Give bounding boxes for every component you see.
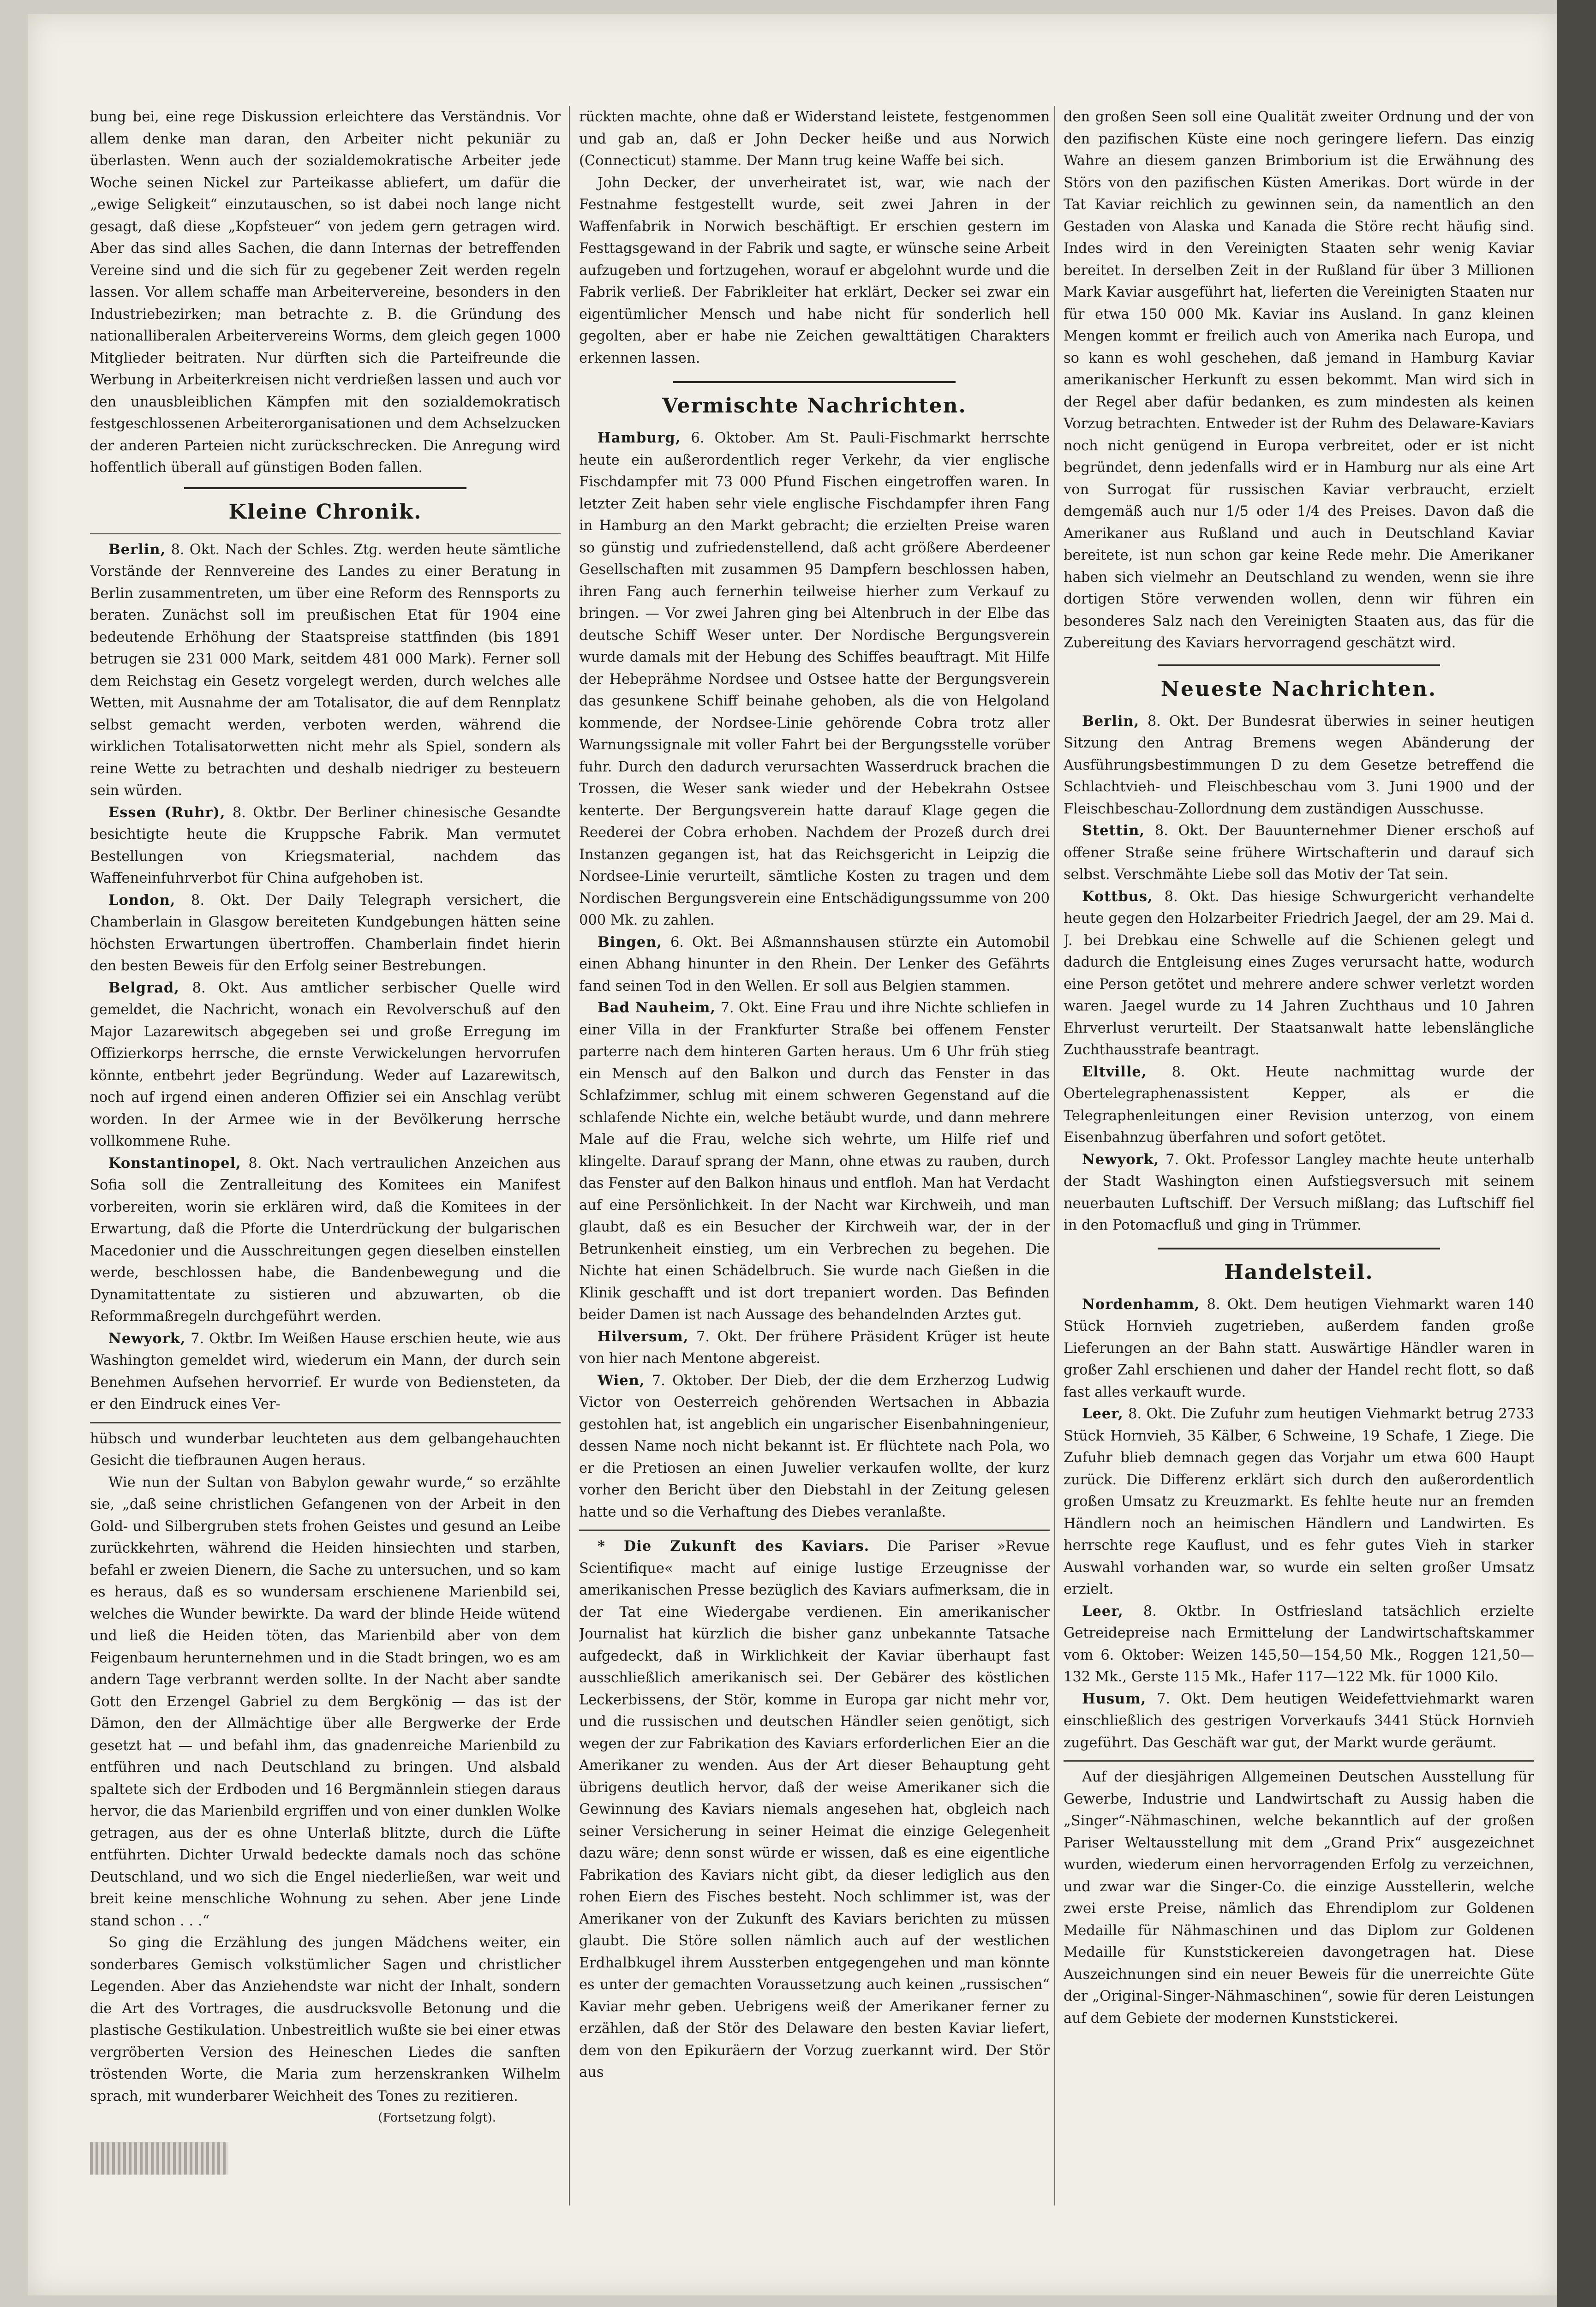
news-item — [579, 1370, 1050, 1524]
dateline: Bad Nauheim, — [598, 999, 716, 1016]
news-item — [1064, 711, 1534, 820]
dateline: Eltville, — [1082, 1063, 1147, 1080]
feuilleton-divider — [90, 1422, 561, 1423]
section-heading-kleine-chronik: Kleine Chronik. — [228, 500, 422, 524]
news-text: 8. Okt. Nach der Schles. Ztg. werden heute sämtliche Vorstände der Rennvereine des Landes zu einer Beratung in Berlin zusammentreten, um über eine Reform des Rennsports zu beraten. Zunächst soll im preußischen Etat für 1904 eine bedeutende Erhöhung der Staatspreise stattfinden (bis 1891 betrugen sie 231 000 Mark, seitdem 481 000 Mark). Ferner soll dem Reichstag ein Gesetz vorgelegt werden, durch welches alle Wetten, mit Ausnahme der am Totalisator, die auf dem Rennplatz selbst gemacht werden, verboten werden, während die wirklichen Totalisatorwetten nicht mehr als Spiel, sondern als reine Wette zu betrachten und deshalb niedriger zu besteuern sein würden. — [90, 541, 561, 799]
dateline: Wien, — [598, 1372, 645, 1389]
news-item — [90, 1328, 561, 1416]
dateline: Berlin, — [108, 541, 166, 558]
article-text: den großen Seen soll eine Qualität zweiter Ordnung und der von den pazifischen Küste eine noch geringere liefern. Das einzig Wahre an diesem ganzen Brimborium ist die Erwähnung des Störs von den pazifischen Küsten Amerikas. Dort würde in der Tat Kaviar reichlich zu gewinnen sein, da namentlich an den Gestaden von Alaska und Kanada die Störe recht häufig sind. Indes wird in den Vereinigten Staaten sehr wenig Kaviar bereitet. In derselben Zeit in der Rußland für über 3 Millionen Mark Kaviar ausgeführt hat, lieferten die Vereinigten Staaten nur für etwa 150 000 Mk. Kaviar ins Ausland. In ganz kleinen Mengen kommt er freilich auch von Amerika nach Europa, und so kann es wohl geschehen, daß jemand in Hamburg Kaviar amerikanischer Herkunft zu essen bekommt. Man wird sich in der Regel aber dafür bedanken, es zum mindesten als keinen Vorzug betrachten. Entweder ist der Ruhm des Delaware-Kaviars noch nicht genügend in Europa verbreitet, oder er ist nicht begründet, denn jedenfalls wird er in Hamburg nur als eine Art von Surrogat für russischen Kaviar verbraucht, erzielt demgemäß auch nur 1/5 oder 1/4 des Preises. Davon daß die Amerikaner aus Rußland und auch in Deutschland Kaviar bereitete, ist nun schon gar keine Rede mehr. Die Amerikaner haben sich vielmehr an Deutschland zu wenden, wenn sie ihre dortigen Störe verwenden wollen, denn wir führen ein besonderes Salz nach den Vereinigten Staaten aus, das für die Zubereitung des Kaviars hervorragend geschätzt wird. — [1064, 109, 1534, 651]
news-text: 7. Okt. Der frühere Präsident Krüger ist heute von hier nach Mentone abgereist. — [579, 1328, 1050, 1367]
article-text: rückten machte, ohne daß er Widerstand leistete, festgenommen und gab an, daß er John Decker heiße und aus Norwich (Connecticut) stamme. Der Mann trug keine Waffe bei sich. — [579, 109, 1050, 169]
heading-rule — [673, 381, 956, 383]
dateline: Newyork, — [1082, 1151, 1160, 1168]
news-item — [1064, 1601, 1534, 1688]
news-item — [579, 427, 1050, 932]
dateline: Nordenhamm, — [1082, 1296, 1200, 1313]
dateline: Stettin, — [1082, 822, 1145, 839]
column-1 — [90, 106, 561, 2210]
news-text: Die Pariser »Revue Scientifique« macht auf einige lustige Erzeugnisse der amerikanischen Presse bezüglich des Kaviars aufmerksam, die in der Tat eine Wiedergabe verdienen. Ein amerikanischer Journalist hat kürzlich die bisher ganz unbekannte Tatsache aufgedeckt, daß in Wirklichkeit der Kaviar überhaupt fast ausschließlich amerikanisch sei. Der Gebärer des köstlichen Leckerbissens, der Stör, komme in Europa gar nicht mehr vor, und die russischen und deutschen Händler seien genötigt, sich wegen der zur Fabrikation des Kaviars erforderlichen Eier an die Amerikaner zu wenden. Aus der Art dieser Behauptung geht übrigens deutlich hervor, daß der weise Amerikaner sich die Gewinnung des Kaviars niemals angesehen hat, obgleich nach seiner Versicherung in seiner Heimat die einzige Gelegenheit dazu wäre; denn sonst würde er wissen, daß es eine eigentliche Fabrikation des Kaviars nicht gibt, da dieser lediglich aus den rohen Eiern des Fisches besteht. Noch schlimmer ist, was der Amerikaner von der Zukunft des Kaviars berichten zu müssen glaubt. Die Störe sollen nämlich auch auf der westlichen Erdhalbkugel ihrem Aussterben entgegengehen und man könnte es unter der gemachten Voraussetzung auch keinen „russischen“ Kaviar mehr geben. Uebrigens weiß der Amerikaner ferner zu erzählen, daß der Stör des Delaware den besten Kaviar liefert, dem von den Epikuräern der Vorzug zuerkannt wird. Der Stör aus — [579, 1538, 1050, 2080]
heading-rule — [1158, 1248, 1440, 1249]
dateline: Belgrad, — [108, 979, 179, 996]
column-2 — [579, 106, 1050, 2210]
news-item — [1064, 1403, 1534, 1601]
news-item — [1064, 886, 1534, 1061]
news-text: 8. Okt. Nach vertraulichen Anzeichen aus Sofia soll die Zentralleitung des Komitees ein Manifest vorbereiten, worin sie erklären wird, daß die Komitees in der Erwartung, daß die Pforte die Unterdrückung der bulgarischen Macedonier und die Ausschreitungen gegen dieselben einstellen werde, beschlossen habe, die Bandenbewegung und die Dynamitattentate zu sistieren und abzuwarten, ob die Reformmaßregeln durchgeführt werden. — [90, 1155, 561, 1325]
news-text: 7. Okt. Eine Frau und ihre Nichte schliefen in einer Villa in der Frankfurter Straße bei offenem Fenster parterre nach dem hinteren Garten heraus. Um 6 Uhr früh stieg ein Mensch auf den Balkon und durch das Fenster in das Schlafzimmer, schlug mit einem schweren Gegenstand auf die schlafende Nichte ein, welche betäubt wurde, und dann mehrere Male auf die Frau, welche sich wehrte, um Hilfe rief und klingelte. Darauf sprang der Mann, ohne etwas zu rauben, durch das Fenster auf den Balkon hinaus und entfloh. Man hat Verdacht auf eine Persönlichkeit. In der Nacht war Kirchweih, und man glaubt, daß es ein Besucher der Kirchweih war, der in der Betrunkenheit einstieg, um ein Verbrechen zu begehen. Die Nichte hat einen Schädelbruch. Sie wurde nach Gießen in die Klinik geschafft und ist dort trepaniert worden. Das Befinden beider Damen ist nach Aussage des behandelnden Arztes gut. — [579, 1000, 1050, 1323]
dateline: Leer, — [1082, 1602, 1124, 1620]
news-text: 6. Oktober. Am St. Pauli-Fischmarkt herrschte heute ein außerordentlich reger Verkehr, da vier englische Fischdampfer mit 73 000 Pfund Fischen eingetroffen waren. In letzter Zeit haben sehr viele englische Fischdampfer ihren Fang in Hamburg an den Markt gebracht; die erzielten Preise waren so günstig und zufriedenstellend, daß acht größere Aberdeener Gesellschaften mit zusammen 95 Dampfern beschlossen haben, ihren Fang auch fernerhin teilweise hierher zum Verkauf zu bringen. — Vor zwei Jahren ging bei Altenbruch in der Elbe das deutsche Schiff Weser unter. Der Nordische Bergungsverein wurde damals mit der Hebung des Schiffes beauftragt. Mit Hilfe der Hebeprähme Nordsee und Ostsee hatte der Bergungsverein das gesunkene Schiff beinahe gehoben, als die von Helgoland kommende, der Nordsee-Linie gehörende Cobra trotz aller Warnungssignale mit voller Fahrt bei der Bergungsstelle vorüber fuhr. Durch den dadurch verursachten Wasserdruck brachen die Trossen, die Weser sank wieder und der Hebekrahn Ostsee kenterte. Der Bergungsverein hatte darauf Klage gegen die Reederei der Cobra erhoben. Nachdem der Prozeß durch drei Instanzen gegangen ist, hat das Reichsgericht in Leipzig die Nordsee-Linie verurteilt, sämtliche Kosten zu tragen und dem Nordischen Bergungsverein eine Entschädigungssumme von 200 000 Mk. zu zahlen. — [579, 430, 1050, 928]
news-text: 8. Okt. Die Zufuhr zum heutigen Viehmarkt betrug 2733 Stück Hornvieh, 35 Kälber, 6 Schweine, 19 Schafe, 1 Ziege. Die Zufuhr blieb demnach gegen das Vorjahr um etwa 600 Haupt zurück. Die Differenz erklärt sich durch den außerordentlich großen Umsatz zu Kreuzmarkt. Es fehlte heute nur an fremden Händlern noch an heimischen Händlern und Landwirten. Es herrschte rege Kauflust, und es fehr gutes Vieh in starker Auswahl vorhanden war, so wurde ein selten großer Umsatz erzielt. — [1064, 1406, 1534, 1597]
news-text: 7. Okt. Professor Langley machte heute unterhalb der Stadt Washington einen Aufstiegsversuch mit seinem neuerbauten Luftschiff. Der Versuch mißlang; das Luftschiff fiel in den Potomacfluß und ging in Trümmer. — [1064, 1151, 1534, 1233]
article-title: * Die Zukunft des Kaviars. — [598, 1538, 870, 1554]
section-heading-neueste: Neueste Nachrichten. — [1160, 677, 1437, 701]
dateline: Husum, — [1082, 1690, 1147, 1707]
news-item — [1064, 1294, 1534, 1404]
dateline: Berlin, — [1082, 712, 1140, 729]
column-rule — [1054, 106, 1055, 2205]
news-text: 8. Oktbr. In Ostfriesland tatsächlich erzielte Getreidepreise nach Ermittelung der Landwirtschaftskammer vom 6. Oktober: Weizen 145,50—154,50 Mk., Roggen 121,50—132 Mk., Gerste 115 Mk., Hafer 117—122 Mk. für 1000 Kilo. — [1064, 1603, 1534, 1685]
page-edge — [1557, 0, 1596, 2307]
feuilleton-text: hübsch und wunderbar leuchteten aus dem gelbangehauchten Gesicht die tiefbraunen Augen heraus. — [90, 1430, 561, 1469]
news-text: 8. Okt. Das hiesige Schwurgericht verhandelte heute gegen den Holzarbeiter Friedrich Jaegel, der am 29. Mai d. J. bei Drebkau eine Schwelle auf die Schienen gelegt und dadurch die Entgleisung eines Zuges verursacht hatte, wodurch eine Person getötet und mehrere andere schwer verletzt worden waren. Jaegel wurde zu 14 Jahren Zuchthaus und 10 Jahren Ehrverlust verurteilt. Der Staatsanwalt hatte lebenslängliche Zuchthausstrafe beantragt. — [1064, 888, 1534, 1058]
column-rule — [569, 106, 570, 2205]
news-text: 6. Okt. Bei Aßmannshausen stürzte ein Automobil einen Abhang hinunter in den Rhein. Der Lenker des Gefährts fand seinen Tod in den Wellen. Er soll aus Belgien stammen. — [579, 934, 1050, 994]
news-text: 7. Oktober. Der Dieb, der die dem Erzherzog Ludwig Victor von Oesterreich gehörenden Wertsachen in Abbazia gestohlen hat, ist angeblich ein ungarischer Eisenbahningenieur, dessen Name noch nicht bekannt ist. Er flüchtete nach Pola, wo er die Pretiosen an einen Juwelier verkaufen wollte, der kurz vorher den Bericht über den Diebstahl in der Zeitung gelesen hatte und so die Verhaftung des Diebes veranlaßte. — [579, 1372, 1050, 1520]
divider — [90, 533, 561, 534]
dateline: Konstantinopel, — [108, 1154, 241, 1171]
dateline: Hilversum, — [598, 1328, 689, 1345]
feuilleton-text: Wie nun der Sultan von Babylon gewahr wurde,“ so erzählte sie, „daß seine christlichen Gefangenen von der Arbeit in den Gold- und Silbergruben stets frohen Geistes und gesund an Leibe zurückkehrten, während die Heiden hinsiechten und starben, befahl er zweien Dienern, die Sache zu untersuchen, und so kam es heraus, daß es so wundersam erschienene Marienbild sei, welches die Wunder bewirkte. Da ward der blinde Heide wütend und ließ die Heiden töten, das Marienbild aber von dem Feigenbaum herunternehmen und in die Stadt bringen, wo es am andern Tage verbrannt werden sollte. In der Nacht aber sandte Gott den Erzengel Gabriel zu dem Bergkönig — das ist der Dämon, den der Allmächtige über alle Bergwerke der Erde gesetzt hat — und befahl ihm, das gnadenreiche Marienbild zu entführen und nach Deutschland zu bringen. Und alsbald spaltete sich der Erdboden und 16 Bergmännlein stiegen daraus hervor, die das Marienbild ergriffen und von einer dunklen Wolke getragen, aus der es ohne Unterlaß blitzte, durch die Lüfte entführten. Dichter Urwald bedeckte damals noch das schöne Deutschland, und wo sich die Engel niederließen, war weit und breit keine menschliche Wohnung zu sehen. Aber jene Linde stand schon . . .“ — [90, 1474, 561, 1929]
divider — [579, 1530, 1050, 1531]
news-item — [1064, 820, 1534, 886]
column-3 — [1064, 106, 1534, 2210]
news-item — [579, 997, 1050, 1326]
news-item — [1064, 1061, 1534, 1149]
news-item — [90, 890, 561, 977]
dateline: London, — [108, 891, 176, 908]
continuation-note: (Fortsetzung folgt). — [378, 2111, 496, 2125]
news-item — [579, 932, 1050, 998]
advertisement-text: Auf der diesjährigen Allgemeinen Deutschen Ausstellung für Gewerbe, Industrie und Landwirtschaft zu Aussig haben die „Singer“-Nähmaschinen, welche bekanntlich auf der großen Pariser Weltausstellung mit dem „Grand Prix“ ausgezeichnet wurden, wiederum einen hervorragenden Erfolg zu verzeichnen, und zwar war die Singer-Co. die einzige Ausstellerin, welche zwei erste Preise, nämlich das Ehrendiplom zur Goldenen Medaille für Nähmaschinen und das Diplom zur Goldenen Medaille für Kunststickereien davongetragen hat. Diese Auszeichnungen sind ein neuer Beweis für die unerreichte Güte der „Original-Singer-Nähmaschinen“, sowie für deren Leistungen auf dem Gebiete der modernen Kunststickerei. — [1064, 1769, 1534, 2026]
dateline: Leer, — [1082, 1405, 1124, 1422]
news-text: 8. Okt. Der Bundesrat überwies in seiner heutigen Sitzung den Antrag Bremens wegen Abänderung der Ausführungsbestimmungen D zu dem Gesetze betreffend die Schlachtvieh- und Fleischbeschau vom 3. Juni 1900 und der Fleischbeschau-Zollordnung dem zuständigen Ausschusse. — [1064, 713, 1534, 817]
print-mark — [90, 2142, 228, 2175]
news-text: 8. Okt. Der Daily Telegraph versichert, die Chamberlain in Glasgow bereiteten Kundgebungen hätten seine höchsten Erwartungen übertroffen. Chamberlain findet hierin den besten Beweis für den Erfolg seiner Bestrebungen. — [90, 892, 561, 974]
article-text: bung bei, eine rege Diskussion erleichtere das Verständnis. Vor allem denke man daran, den Arbeiter nicht pekuniär zu überlasten. Wenn auch der sozialdemokratische Arbeiter jede Woche seinen Nickel zur Parteikasse abliefert, um dafür die „ewige Seligkeit“ einzutauschen, so ist dabei noch lange nicht gesagt, daß diese „Kopfsteuer“ von jedem gern getragen wird. Aber das sind alles Sachen, die dann Internas der betreffenden Vereine sind und die sich für zu gegebener Zeit werden regeln lassen. Vor allem schaffe man Arbeitervereine, besonders in den Industriebezirken; man betrachte z. B. die Gründung des nationalliberalen Arbeitervereins Worms, dem gleich gegen 1000 Mitglieder beitraten. Nur dürften sich die Parteifreunde die Werbung in Arbeiterkreisen nicht verdrießen lassen und auch vor den unausbleiblichen Kämpfen mit den sozialdemokratisch festgeschlossenen Arbeiterorganisationen und dem Achselzucken der anderen Parteien nicht zurückschrecken. Die Anregung wird hoffentlich überall auf günstigen Boden fallen. — [90, 109, 561, 476]
news-text: 8. Okt. Aus amtlicher serbischer Quelle wird gemeldet, die Nachricht, wonach ein Revolverschuß auf den Major Lazarewitsch abgegeben sei und große Erregung im Offizierkorps herrsche, die ernste Verwickelungen hervorrufen könnte, entbehrt jeder Begründung. Weder auf Lazarewitsch, noch auf irgend einen anderen Offizier sei ein Anschlag verübt worden. In der Armee wie in der Bevölkerung herrsche vollkommene Ruhe. — [90, 980, 561, 1149]
news-item — [90, 802, 561, 890]
news-item — [1064, 1688, 1534, 1754]
dateline: Essen (Ruhr), — [108, 804, 226, 821]
news-text: 7. Oktbr. Im Weißen Hause erschien heute, wie aus Washington gemeldet wird, wiederum ein Mann, der durch sein Benehmen Aufsehen hervorrief. Er wurde von Bediensteten, da er den Eindruck eines Ver- — [90, 1330, 561, 1412]
news-item — [90, 977, 561, 1153]
divider — [1064, 1760, 1534, 1762]
news-text: 8. Okt. Dem heutigen Viehmarkt waren 140 Stück Hornvieh zugetrieben, außerdem fanden große Lieferungen an der Bahn statt. Auswärtige Händler waren in großer Zahl erschienen und daher der Handel recht flott, so daß fast alles verkauft wurde. — [1064, 1296, 1534, 1400]
news-text: 7. Okt. Dem heutigen Weidefettviehmarkt waren einschließlich des gestrigen Vorverkaufs 3441 Stück Hornvieh zugeführt. Das Geschäft war gut, der Markt wurde geräumt. — [1064, 1691, 1534, 1751]
feuilleton-text: So ging die Erzählung des jungen Mädchens weiter, ein sonderbares Gemisch volkstümlicher Sagen und christlicher Legenden. Aber das Anziehendste war nicht der Inhalt, sondern die Art des Vortrages, die ausdrucksvolle Betonung und die plastische Gestikulation. Unbestreitlich wußte sie bei einer etwas vergröberten Version des Heineschen Liedes die sanften tröstenden Worte, die Maria zum herzenskranken Wilhelm sprach, mit wunderbarer Weichheit des Tones zu rezitieren. — [90, 1935, 561, 2104]
news-text: 8. Oktbr. Der Berliner chinesische Gesandte besichtigte heute die Kruppsche Fabrik. Man vermutet Bestellungen von Kriegsmaterial, nachdem das Waffeneinfuhrverbot für China aufgehoben ist. — [90, 804, 561, 886]
news-text: 8. Okt. Heute nachmittag wurde der Obertelegraphenassistent Kepper, als er die Telegraphenleitungen einer Revision unterzog, von einem Eisenbahnzug überfahren und sofort getötet. — [1064, 1064, 1534, 1146]
dateline: Bingen, — [598, 933, 663, 950]
news-item — [1064, 1149, 1534, 1237]
dateline: Kottbus, — [1082, 888, 1153, 905]
section-heading-vermischte: Vermischte Nachrichten. — [662, 394, 967, 418]
dateline: Hamburg, — [598, 430, 681, 446]
news-text: 8. Okt. Der Bauunternehmer Diener erschoß auf offener Straße seine frühere Wirtschafterin und darauf sich selbst. Verschmähte Liebe soll das Motiv der Tat sein. — [1064, 823, 1534, 883]
dateline: Newyork, — [108, 1330, 186, 1347]
news-item — [90, 1153, 561, 1328]
news-item — [579, 1326, 1050, 1370]
heading-rule — [184, 487, 466, 489]
article-text: John Decker, der unverheiratet ist, war, wie nach der Festnahme festgestellt wurde, seit zwei Jahren in der Waffenfabrik in Norwich beschäftigt. Er erschien gestern im Festtagsgewand in der Fabrik und sagte, er wünsche seine Arbeit aufzugeben und fortzugehen, worauf er abgelohnt wurde und die Fabrik verließ. Der Fabrikleiter hat erklärt, Decker sei zwar ein eigentümlicher Mensch und habe nicht für sonderlich hell gegolten, aber er habe nie Zeichen gewalttätigen Charakters erkennen lassen. — [579, 174, 1050, 366]
section-heading-handelsteil: Handelsteil. — [1224, 1260, 1374, 1284]
news-item — [90, 539, 561, 802]
heading-rule — [1158, 664, 1440, 666]
news-item — [579, 1536, 1050, 2084]
